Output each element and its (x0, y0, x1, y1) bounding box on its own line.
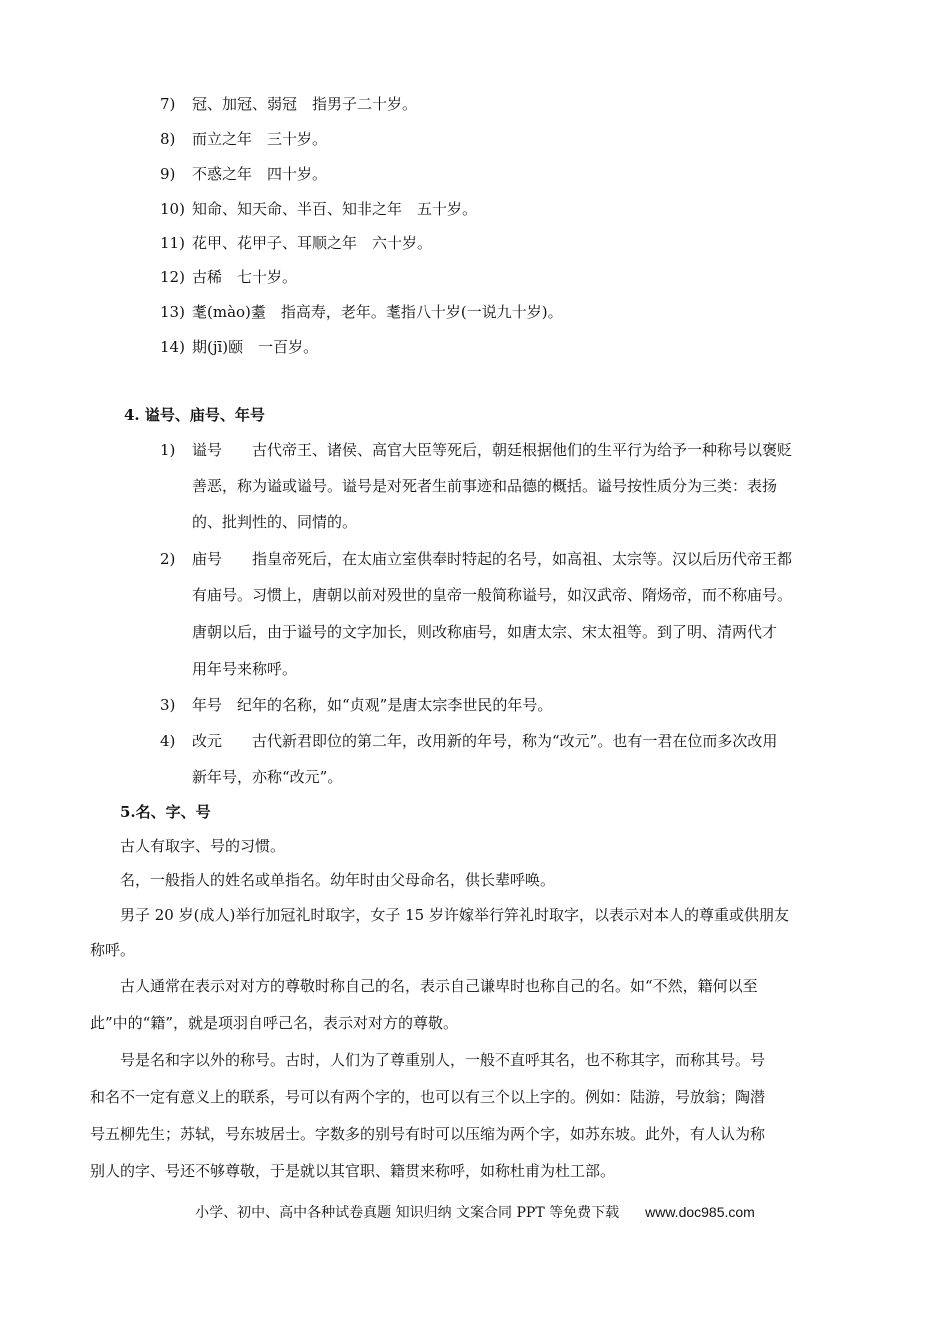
list-item-line: 有庙号。习惯上，唐朝以前对殁世的皇帝一般简称谥号，如汉武帝、隋炀帝，而不称庙号。 (192, 586, 793, 604)
list-number: 11) (160, 234, 185, 252)
list-item: 花甲、花甲子、耳顺之年 六十岁。 (192, 234, 433, 252)
list-item-line: 年号 纪年的名称，如“贞观”是唐太宗李世民的年号。 (192, 696, 553, 714)
section-heading: 5.名、字、号 (120, 803, 211, 821)
section-heading: 4. 谥号、庙号、年号 (124, 406, 265, 424)
page-footer (0, 1202, 950, 1222)
list-number: 14) (160, 338, 185, 356)
list-number: 3) (160, 696, 176, 714)
paragraph-line: 号五柳先生；苏轼，号东坡居士。字数多的别号有时可以压缩为两个字，如苏东坡。此外，有人认为称 (90, 1125, 766, 1143)
list-number: 13) (160, 303, 185, 321)
list-number: 12) (160, 268, 185, 286)
list-item-line: 谥号 古代帝王、诸侯、高官大臣等死后，朝廷根据他们的生平行为给予一种称号以褒贬 (192, 441, 793, 459)
list-item: 期(jī)颐 一百岁。 (192, 338, 319, 356)
list-number: 4) (160, 732, 176, 750)
list-number: 10) (160, 200, 185, 218)
list-item-line: 的、批判性的、同情的。 (192, 513, 358, 531)
list-number: 9) (160, 165, 176, 183)
footer-text: 小学、初中、高中各种试卷真题 知识归纳 文案合同 PPT 等免费下载 (195, 1205, 620, 1221)
list-item: 冠、加冠、弱冠 指男子二十岁。 (192, 95, 418, 113)
paragraph: 古人有取字、号的习惯。 (120, 837, 286, 855)
paragraph-line: 别人的字、号还不够尊敬，于是就以其官职、籍贯来称呼，如称杜甫为杜工部。 (90, 1162, 616, 1180)
paragraph-line: 和名不一定有意义上的联系，号可以有两个字的，也可以有三个以上字的。例如：陆游，号放翁；陶潜 (90, 1088, 766, 1106)
paragraph-line: 称呼。 (90, 941, 136, 959)
paragraph-line: 此”中的“籍”，就是项羽自呼己名，表示对对方的尊敬。 (90, 1014, 459, 1032)
paragraph-line: 男子 20 岁(成人)举行加冠礼时取字，女子 15 岁许嫁举行笄礼时取字，以表示对本人的尊重或供朋友 (120, 906, 789, 924)
paragraph: 名，一般指人的姓名或单指名。幼年时由父母命名，供长辈呼唤。 (120, 871, 556, 889)
list-item: 不惑之年 四十岁。 (192, 165, 328, 183)
list-item-line: 唐朝以后，由于谥号的文字加长，则改称庙号，如唐太宗、宋太祖等。到了明、清两代才 (192, 623, 778, 641)
footer-link[interactable]: www.doc985.com (645, 1204, 755, 1220)
paragraph-line: 古人通常在表示对对方的尊敬时称自己的名，表示自己谦卑时也称自己的名。如“不然，籍何以至 (120, 977, 758, 995)
list-item: 知命、知天命、半百、知非之年 五十岁。 (192, 200, 478, 218)
list-item-line: 用年号来称呼。 (192, 660, 298, 678)
paragraph-line: 号是名和字以外的称号。古时，人们为了尊重别人，一般不直呼其名，也不称其字，而称其号。号 (120, 1051, 766, 1069)
list-item: 古稀 七十岁。 (192, 268, 298, 286)
list-number: 7) (160, 95, 176, 113)
list-item: 而立之年 三十岁。 (192, 130, 328, 148)
list-number: 1) (160, 441, 176, 459)
list-item-line: 庙号 指皇帝死后，在太庙立室供奉时特起的名号，如高祖、太宗等。汉以后历代帝王都 (192, 550, 793, 568)
list-number: 8) (160, 130, 176, 148)
list-item: 耄(mào)耋 指高寿，老年。耄指八十岁(一说九十岁)。 (192, 303, 563, 321)
list-item-line: 新年号，亦称“改元”。 (192, 768, 343, 786)
list-item-line: 改元 古代新君即位的第二年，改用新的年号，称为“改元”。也有一君在位而多次改用 (192, 732, 778, 750)
list-item-line: 善恶，称为谥或谥号。谥号是对死者生前事迹和品德的概括。谥号按性质分为三类：表扬 (192, 477, 778, 495)
list-number: 2) (160, 550, 176, 568)
